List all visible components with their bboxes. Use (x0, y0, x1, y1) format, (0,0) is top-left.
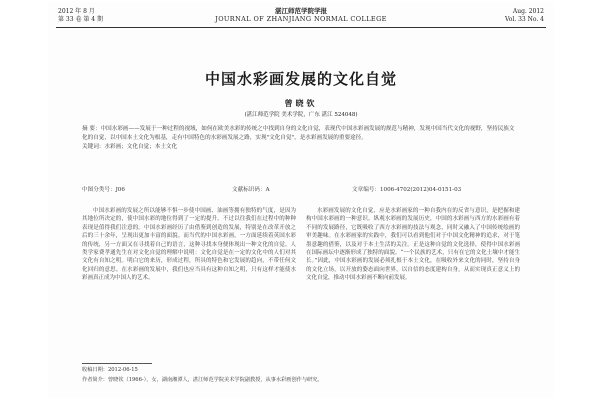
body-text-left: 中国水彩画的发展之所以能够不惧一步使中国画、油画等拥有独特的气度，是因为其地位所决定的，使中国水彩的地位得到了一定的提升。不过以往我们在过程中的种种表现是值得我们注意的。中国水彩画经历了由借鉴到创造的发展，特别是在改革开放之后的三十余年，呈现出更加丰富的面貌。而当代的中国水彩画，一方面延续着英国水彩的传统，另一方面又在寻找着自己的语言，这种寻找本身便体现出一种文化的自觉。人类学家费孝通先生在对文化自觉的理解中说明：文化自觉是在一定的文化中的人们对其文化有自知之明。明白它的来历，形成过程，所具的特色和它发展的趋向，不带任何文化回归的意思。在水彩画的发展中，我们也应当具有这种自知之明，只有这样才能使水彩画真正成为中国人的艺术。 (82, 208, 296, 282)
header-right (505, 8, 544, 24)
abstract-text: 摘 要：中国水彩画——发展于一种过程的视域，如何在欧美水彩的传统之中找到自身的文化自觉，表现代中国水彩画发展的规范与精神，发现中国当代文化的视野，坚持民族文化的自觉，以中国本土文化为根基，走有中国特色的水彩画发展之路，实现"文化自觉"，是水彩画发展的重要途径。 (82, 126, 515, 141)
issue-date-cn: 2012 年 8 月 (58, 8, 95, 15)
article-title: 中国水彩画发展的文化自觉 (204, 70, 397, 88)
running-header (48, 6, 554, 28)
abstract-block (82, 125, 520, 152)
issue-date-en: Aug. 2012 (512, 8, 544, 15)
journal-name-cn: 湛江师范学院学报 (275, 7, 327, 15)
body-text-right: 水彩画发展的文化自觉，应是水彩画家的一种自我内在的反省与意识，是把握和建构中国水彩画的一种意识。纵观水彩画的发展历史，中国的水彩画与西方的水彩画有着不同的发展路径，它既吸收了西方水彩画的技法与观念，同时又融入了中国传统绘画的审美趣味。在水彩画家的实践中，我们可以看到他们对于中国文化精神的追求，对于笔墨意趣的借鉴，以及对于本土生活的关注。正是这种自觉的文化选择，使得中国水彩画在国际画坛中逐渐形成了独特的面貌。“一个民族的艺术，只有在它的文化土壤中才能生长。”因此，中国水彩画的发展必须扎根于本土文化，在吸收外来文化的同时，坚持自身的文化立场，以开放的姿态面向世界，以自信的态度建构自身，从而实现真正意义上的文化自觉，推动中国水彩画不断向前发展。 (306, 208, 520, 282)
body-column-left (82, 207, 323, 389)
received-date: 收稿日期：2012-06-15 (82, 367, 138, 373)
document-code: 文献标识码：A (232, 187, 270, 193)
class-number: 中图分类号：J06 (82, 187, 125, 193)
body-column-right (306, 207, 520, 389)
classification-line (82, 185, 520, 193)
author-affiliation: (湛江师范学院 美术学院，广东 湛江 524048) (244, 112, 358, 118)
article-number: 文章编号：1006-4702(2012)04-0151-03 (352, 187, 462, 193)
article-author: 曾晓钦 (284, 98, 318, 108)
journal-page (48, 2, 554, 398)
author-note: 作者简介：曾晓钦（1966-），女，湖南湘潭人，湛江师范学院美术学院副教授，从事水彩画创作与研究。 (82, 377, 323, 383)
header-center (48, 7, 554, 23)
volume-issue-cn: 第 33 卷 第 4 期 (58, 16, 103, 23)
footnote-rule (82, 363, 152, 364)
journal-name-en: JOURNAL OF ZHANJIANG NORMAL COLLEGE (215, 15, 387, 23)
volume-issue-en: Vol. 33 No. 4 (504, 16, 544, 23)
header-rule (56, 27, 546, 28)
keywords: 关键词：水彩画；文化自觉；本土文化 (82, 144, 178, 150)
